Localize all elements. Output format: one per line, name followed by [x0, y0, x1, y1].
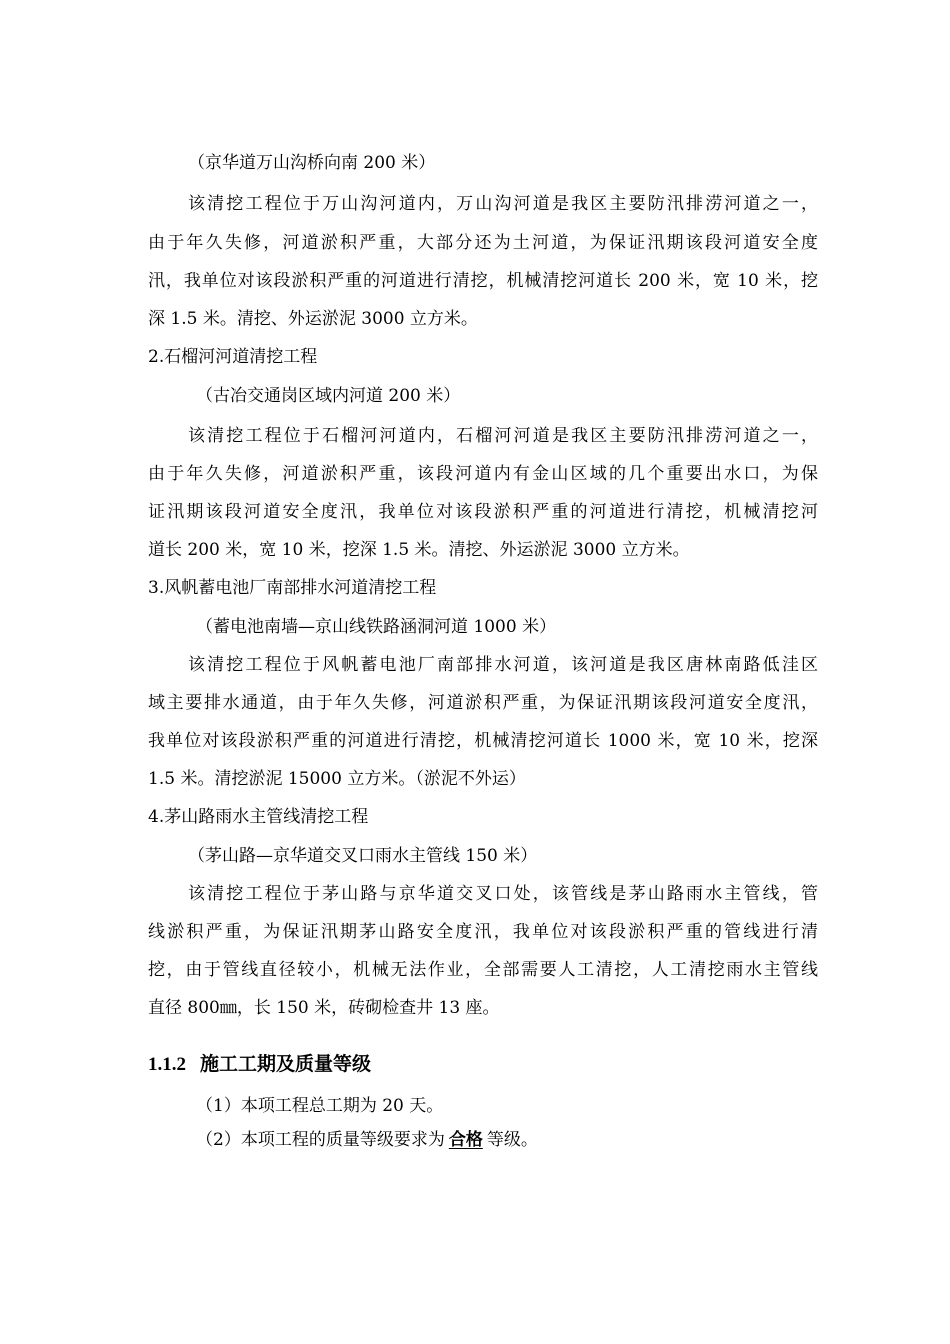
section2-para-line-3: 证汛期该段河道安全度汛，我单位对该段淤积严重的河道进行清挖，机械清挖河 [148, 502, 818, 522]
section3-title: 3.风帆蓄电池厂南部排水河道清挖工程 [148, 578, 437, 598]
section4-title: 4.茅山路雨水主管线清挖工程 [148, 807, 369, 827]
section3-para-line-2: 域主要排水通道，由于年久失修，河道淤积严重，为保证汛期该段河道安全度汛， [148, 693, 818, 713]
section1-para-line-2: 由于年久失修，河道淤积严重，大部分还为土河道，为保证汛期该段河道安全度 [148, 233, 818, 253]
section4-location: （茅山路—京华道交叉口雨水主管线 150 米） [188, 846, 538, 866]
section1-location: （京华道万山沟桥向南 200 米） [188, 153, 436, 173]
quality-grade-value: 合格 [448, 1130, 483, 1149]
schedule-item-2-prefix: （2）本项工程的质量等级要求为 [196, 1130, 445, 1150]
section3-para-line-3: 我单位对该段淤积严重的河道进行清挖，机械清挖河道长 1000 米，宽 10 米，挖深 [148, 731, 818, 751]
section2-para-line-2: 由于年久失修，河道淤积严重，该段河道内有金山区域的几个重要出水口，为保 [148, 464, 818, 484]
section3-para-line-1: 该清挖工程位于风帆蓄电池厂南部排水河道，该河道是我区唐林南路低洼区 [188, 655, 818, 675]
section4-para-line-1: 该清挖工程位于茅山路与京华道交叉口处，该管线是茅山路雨水主管线，管 [188, 884, 818, 904]
section-heading [148, 1051, 371, 1079]
section3-para-line-4: 1.5 米。清挖淤泥 15000 立方米。（淤泥不外运） [148, 769, 526, 789]
section1-para-line-4: 深 1.5 米。清挖、外运淤泥 3000 立方米。 [148, 309, 478, 329]
section-heading-number: 1.1.2 [148, 1054, 186, 1075]
section1-para-line-1: 该清挖工程位于万山沟河道内，万山沟河道是我区主要防汛排涝河道之一， [188, 194, 818, 214]
section2-title: 2.石榴河河道清挖工程 [148, 347, 318, 367]
section4-para-line-3: 挖，由于管线直径较小，机械无法作业，全部需要人工清挖，人工清挖雨水主管线 [148, 960, 818, 980]
schedule-item-2 [196, 1128, 796, 1152]
section-heading-text: 施工工期及质量等级 [200, 1054, 372, 1075]
section4-para-line-2: 线淤积严重，为保证汛期茅山路安全度汛，我单位对该段淤积严重的管线进行清 [148, 922, 818, 942]
section4-para-line-4: 直径 800㎜，长 150 米，砖砌检查井 13 座。 [148, 998, 500, 1018]
section1-para-line-3: 汛，我单位对该段淤积严重的河道进行清挖，机械清挖河道长 200 米，宽 10 米，挖 [148, 271, 818, 291]
section2-para-line-1: 该清挖工程位于石榴河河道内，石榴河河道是我区主要防汛排涝河道之一， [188, 426, 818, 446]
schedule-item-2-suffix: 等级。 [486, 1130, 538, 1150]
schedule-item-1: （1）本项工程总工期为 20 天。 [196, 1096, 444, 1116]
section3-location: （蓄电池南墙—京山线铁路涵洞河道 1000 米） [196, 617, 557, 637]
section2-location: （古冶交通岗区域内河道 200 米） [196, 386, 461, 406]
section2-para-line-4: 道长 200 米，宽 10 米，挖深 1.5 米。清挖、外运淤泥 3000 立方米。 [148, 540, 690, 560]
